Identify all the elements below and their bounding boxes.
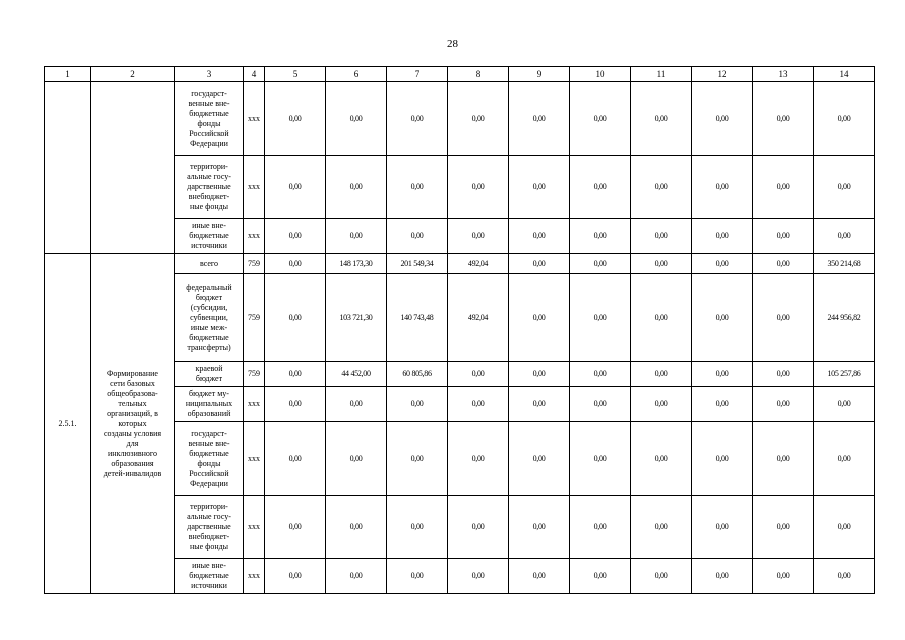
amount-cell: 0,00 — [570, 254, 631, 274]
amount-cell: 0,00 — [570, 156, 631, 219]
amount-cell: 0,00 — [448, 82, 509, 156]
funding-source — [175, 219, 244, 254]
funding-source — [175, 274, 244, 362]
amount-cell: 0,00 — [570, 496, 631, 559]
amount-cell: 0,00 — [387, 219, 448, 254]
amount-cell: 0,00 — [753, 387, 814, 422]
amount-cell: 0,00 — [448, 362, 509, 387]
amount-cell: 0,00 — [326, 422, 387, 496]
amount-cell: 0,00 — [265, 496, 326, 559]
funding-source — [175, 254, 244, 274]
page-number: 28 — [447, 38, 458, 50]
column-number: 8 — [448, 67, 509, 82]
funding-source-text: территори- альные госу- дарственные внебюджет- ные фонды — [187, 162, 231, 211]
amount-cell: 492,04 — [448, 254, 509, 274]
measure-index: 2.5.1. — [45, 254, 91, 594]
funding-source — [175, 82, 244, 156]
amount-cell: 0,00 — [631, 254, 692, 274]
column-number: 9 — [509, 67, 570, 82]
amount-cell: 0,00 — [753, 274, 814, 362]
column-number: 2 — [91, 67, 175, 82]
amount-cell: 0,00 — [448, 559, 509, 594]
amount-cell: 0,00 — [814, 219, 875, 254]
amount-cell: 0,00 — [631, 422, 692, 496]
amount-cell: 148 173,30 — [326, 254, 387, 274]
amount-cell: 0,00 — [509, 156, 570, 219]
amount-cell: 0,00 — [814, 387, 875, 422]
amount-cell: 0,00 — [753, 496, 814, 559]
amount-cell: 0,00 — [692, 219, 753, 254]
amount-cell: 0,00 — [570, 422, 631, 496]
funding-source-text: краевой бюджет — [195, 364, 223, 383]
funding-source-text: государст- венные вне- бюджетные фонды Российской Федерации — [188, 88, 230, 148]
amount-cell: 0,00 — [631, 559, 692, 594]
funding-source — [175, 559, 244, 594]
funding-source-text: бюджет му- ниципальных образований — [185, 389, 233, 418]
budget-code: ххх — [244, 496, 265, 559]
amount-cell: 0,00 — [631, 362, 692, 387]
amount-cell: 44 452,00 — [326, 362, 387, 387]
amount-cell: 140 743,48 — [387, 274, 448, 362]
amount-cell: 0,00 — [631, 274, 692, 362]
amount-cell: 0,00 — [509, 387, 570, 422]
amount-cell: 0,00 — [509, 496, 570, 559]
amount-cell: 0,00 — [631, 219, 692, 254]
amount-cell: 0,00 — [265, 156, 326, 219]
amount-cell: 0,00 — [753, 82, 814, 156]
amount-cell: 0,00 — [387, 156, 448, 219]
amount-cell: 0,00 — [814, 156, 875, 219]
funding-source — [175, 156, 244, 219]
amount-cell: 0,00 — [326, 387, 387, 422]
amount-cell: 0,00 — [387, 387, 448, 422]
amount-cell: 0,00 — [448, 496, 509, 559]
amount-cell: 244 956,82 — [814, 274, 875, 362]
amount-cell: 103 721,30 — [326, 274, 387, 362]
amount-cell: 0,00 — [692, 496, 753, 559]
amount-cell: 0,00 — [570, 559, 631, 594]
budget-code: ххх — [244, 219, 265, 254]
column-number: 1 — [45, 67, 91, 82]
amount-cell: 0,00 — [692, 82, 753, 156]
budget-code: ххх — [244, 422, 265, 496]
amount-cell: 0,00 — [387, 496, 448, 559]
funding-source — [175, 496, 244, 559]
funding-source-text: территори- альные госу- дарственные внебюджет- ные фонды — [187, 502, 231, 551]
amount-cell: 0,00 — [326, 559, 387, 594]
column-number: 13 — [753, 67, 814, 82]
budget-code: ххх — [244, 387, 265, 422]
budget-code: 759 — [244, 254, 265, 274]
budget-code: 759 — [244, 274, 265, 362]
amount-cell: 0,00 — [509, 254, 570, 274]
amount-cell: 0,00 — [814, 422, 875, 496]
continued-row-group — [45, 82, 875, 254]
column-number: 5 — [265, 67, 326, 82]
amount-cell: 0,00 — [509, 422, 570, 496]
amount-cell: 201 549,34 — [387, 254, 448, 274]
amount-cell: 0,00 — [448, 387, 509, 422]
amount-cell: 0,00 — [814, 496, 875, 559]
funding-source-text: государст- венные вне- бюджетные фонды Российской Федерации — [188, 428, 230, 488]
amount-cell: 0,00 — [326, 82, 387, 156]
column-number: 7 — [387, 67, 448, 82]
amount-cell: 0,00 — [265, 387, 326, 422]
funding-source-text: иные вне- бюджетные источники — [189, 561, 229, 590]
amount-cell: 0,00 — [448, 219, 509, 254]
funding-source — [175, 422, 244, 496]
funding-source-text: иные вне- бюджетные источники — [189, 221, 229, 250]
measure-row-group — [45, 254, 875, 594]
amount-cell: 0,00 — [814, 82, 875, 156]
amount-cell: 0,00 — [692, 156, 753, 219]
amount-cell: 0,00 — [265, 82, 326, 156]
amount-cell: 0,00 — [509, 274, 570, 362]
amount-cell: 492,04 — [448, 274, 509, 362]
amount-cell: 0,00 — [753, 219, 814, 254]
column-number: 6 — [326, 67, 387, 82]
budget-code: ххх — [244, 559, 265, 594]
amount-cell: 0,00 — [326, 219, 387, 254]
budget-table — [44, 66, 875, 594]
amount-cell: 0,00 — [265, 274, 326, 362]
amount-cell: 0,00 — [265, 254, 326, 274]
amount-cell: 0,00 — [326, 496, 387, 559]
column-number: 4 — [244, 67, 265, 82]
amount-cell: 0,00 — [692, 274, 753, 362]
amount-cell: 0,00 — [387, 82, 448, 156]
amount-cell: 105 257,86 — [814, 362, 875, 387]
amount-cell: 0,00 — [265, 422, 326, 496]
amount-cell: 0,00 — [692, 254, 753, 274]
amount-cell: 0,00 — [387, 422, 448, 496]
funding-source — [175, 387, 244, 422]
amount-cell: 0,00 — [265, 362, 326, 387]
amount-cell: 0,00 — [692, 559, 753, 594]
column-number: 10 — [570, 67, 631, 82]
column-number: 11 — [631, 67, 692, 82]
amount-cell: 0,00 — [692, 362, 753, 387]
amount-cell: 350 214,68 — [814, 254, 875, 274]
amount-cell: 0,00 — [509, 219, 570, 254]
measure-description — [91, 254, 175, 594]
amount-cell: 0,00 — [509, 82, 570, 156]
amount-cell: 0,00 — [570, 362, 631, 387]
table-row — [45, 254, 875, 274]
amount-cell: 0,00 — [326, 156, 387, 219]
amount-cell: 0,00 — [448, 422, 509, 496]
column-number: 14 — [814, 67, 875, 82]
amount-cell: 0,00 — [753, 362, 814, 387]
funding-source-text: федеральный бюджет (субсидии, субвенции, иные меж- бюджетные трансферты) — [186, 282, 232, 352]
amount-cell: 0,00 — [631, 496, 692, 559]
funding-source-text: всего — [199, 258, 218, 268]
amount-cell: 0,00 — [631, 156, 692, 219]
amount-cell: 0,00 — [814, 559, 875, 594]
amount-cell: 0,00 — [570, 387, 631, 422]
amount-cell: 0,00 — [631, 82, 692, 156]
amount-cell: 0,00 — [509, 362, 570, 387]
amount-cell: 0,00 — [753, 559, 814, 594]
amount-cell: 0,00 — [509, 559, 570, 594]
measure-index — [45, 82, 91, 254]
amount-cell: 0,00 — [753, 422, 814, 496]
amount-cell: 60 805,86 — [387, 362, 448, 387]
column-number: 12 — [692, 67, 753, 82]
budget-code: 759 — [244, 362, 265, 387]
measure-description-text: Формирование сети базовых общеобразова- тельных организаций, в которых созданы условия для инклюзивного образования детей-инвалидов — [103, 368, 162, 478]
amount-cell: 0,00 — [570, 219, 631, 254]
table-row — [45, 82, 875, 156]
column-number-row — [45, 67, 875, 82]
amount-cell: 0,00 — [631, 387, 692, 422]
amount-cell: 0,00 — [753, 254, 814, 274]
amount-cell: 0,00 — [265, 559, 326, 594]
budget-code: ххх — [244, 156, 265, 219]
amount-cell: 0,00 — [265, 219, 326, 254]
amount-cell: 0,00 — [692, 387, 753, 422]
budget-code: ххх — [244, 82, 265, 156]
amount-cell: 0,00 — [448, 156, 509, 219]
measure-description — [91, 82, 175, 254]
funding-source — [175, 362, 244, 387]
amount-cell: 0,00 — [387, 559, 448, 594]
amount-cell: 0,00 — [692, 422, 753, 496]
amount-cell: 0,00 — [753, 156, 814, 219]
amount-cell: 0,00 — [570, 82, 631, 156]
amount-cell: 0,00 — [570, 274, 631, 362]
column-number: 3 — [175, 67, 244, 82]
